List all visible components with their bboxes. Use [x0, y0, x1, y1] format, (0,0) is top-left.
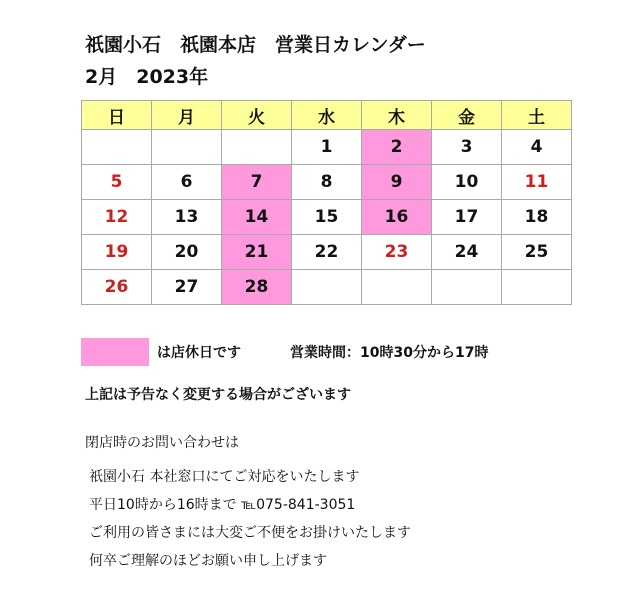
page-title: 祇園小石 祇園本店 営業日カレンダー [85, 34, 426, 56]
weekday-wed: 水 [292, 101, 362, 130]
weekday-sat: 土 [502, 101, 572, 130]
weekday-header-row [82, 101, 572, 130]
day-cell: 21 [222, 235, 292, 270]
day-cell [152, 130, 222, 165]
day-cell: 15 [292, 200, 362, 235]
day-cell: 3 [432, 130, 502, 165]
calendar-week [82, 200, 572, 235]
day-cell: 22 [292, 235, 362, 270]
inquiry-title: 閉店時のお問い合わせは [85, 435, 239, 451]
inquiry-line: 祇園小石 本社窓口にてご対応をいたします [89, 469, 360, 485]
day-cell: 25 [502, 235, 572, 270]
calendar-week [82, 270, 572, 305]
change-notice: 上記は予告なく変更する場合がございます [85, 387, 351, 403]
day-cell: 28 [222, 270, 292, 305]
day-cell: 10 [432, 165, 502, 200]
day-cell [82, 130, 152, 165]
closed-day-legend-swatch [81, 338, 149, 366]
weekday-mon: 月 [152, 101, 222, 130]
weekday-sun: 日 [82, 101, 152, 130]
day-cell: 20 [152, 235, 222, 270]
day-cell [222, 130, 292, 165]
day-cell: 23 [362, 235, 432, 270]
day-cell [292, 270, 362, 305]
inquiry-line: 何卒ご理解のほどお願い申し上げます [89, 553, 327, 569]
day-cell: 17 [432, 200, 502, 235]
day-cell: 4 [502, 130, 572, 165]
month-year-title: 2月 2023年 [85, 66, 209, 88]
weekday-fri: 金 [432, 101, 502, 130]
inquiry-line: 平日10時から16時まで ℡075-841-3051 [89, 497, 356, 513]
day-cell: 14 [222, 200, 292, 235]
day-cell: 16 [362, 200, 432, 235]
day-cell: 7 [222, 165, 292, 200]
day-cell: 5 [82, 165, 152, 200]
calendar-week [82, 130, 572, 165]
day-cell: 26 [82, 270, 152, 305]
weekday-tue: 火 [222, 101, 292, 130]
calendar-week [82, 235, 572, 270]
day-cell [362, 270, 432, 305]
inquiry-line: ご利用の皆さまには大変ご不便をお掛けいたします [89, 525, 411, 541]
day-cell: 18 [502, 200, 572, 235]
day-cell [502, 270, 572, 305]
day-cell: 11 [502, 165, 572, 200]
day-cell: 1 [292, 130, 362, 165]
day-cell: 2 [362, 130, 432, 165]
weekday-thu: 木 [362, 101, 432, 130]
day-cell: 27 [152, 270, 222, 305]
day-cell: 13 [152, 200, 222, 235]
closed-day-legend-label: は店休日です [157, 345, 241, 361]
day-cell: 12 [82, 200, 152, 235]
day-cell: 24 [432, 235, 502, 270]
day-cell: 9 [362, 165, 432, 200]
business-calendar [81, 100, 572, 305]
calendar-week [82, 165, 572, 200]
day-cell: 6 [152, 165, 222, 200]
day-cell: 8 [292, 165, 362, 200]
business-hours: 営業時間：10時30分から17時 [290, 345, 489, 361]
day-cell: 19 [82, 235, 152, 270]
day-cell [432, 270, 502, 305]
